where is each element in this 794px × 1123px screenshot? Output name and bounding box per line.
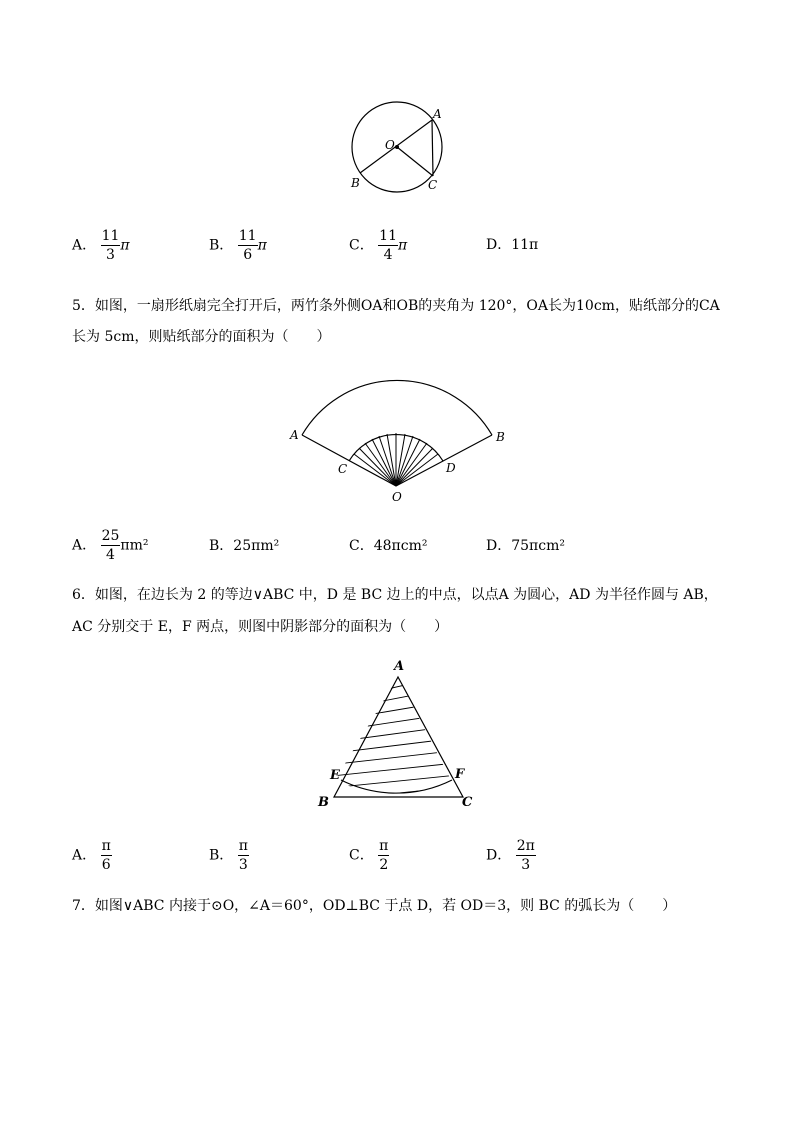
q6-triangle (334, 677, 463, 797)
q5-option-a-den: 4 (106, 547, 115, 563)
q4-option-b (209, 228, 267, 263)
q6-option-b-num: π (238, 838, 248, 854)
q4-option-c-num: 11 (379, 228, 397, 244)
q4-label-a: A (433, 107, 442, 121)
q4-line-a-c (432, 120, 433, 176)
q5-ribs (354, 433, 438, 486)
q5-option-c-value: 48πcm² (373, 538, 428, 554)
q4-option-a-letter: A． (72, 237, 97, 254)
q6-option-a-letter: A． (72, 847, 97, 864)
q4-option-b-num: 11 (238, 228, 257, 244)
q6-hatching (320, 677, 478, 801)
q6-option-b (209, 838, 249, 873)
q6-label-e: E (330, 768, 340, 783)
q5-text-line-2: 长为 5cm，则贴纸部分的面积为（ ） (72, 329, 331, 345)
q4-option-d-value: 11π (511, 237, 539, 253)
q5-option-b-value: 25πm² (233, 538, 280, 554)
q5-option-a-tail: πm² (120, 537, 149, 554)
q6-option-b-den: 3 (238, 857, 248, 873)
q6-option-d-fraction (516, 838, 536, 873)
q4-option-c-den: 4 (383, 247, 393, 263)
q4-option-d (486, 236, 538, 254)
q6-option-a-den: 6 (101, 857, 111, 873)
q5-label-c: C (338, 462, 348, 476)
q5-label-o: O (392, 490, 402, 504)
q4-option-c-tail: π (398, 237, 408, 254)
q5-option-a (72, 528, 149, 563)
q6-arc-e-f (341, 780, 452, 793)
q6-option-d (486, 838, 536, 873)
q6-option-c-letter: C． (349, 847, 374, 864)
q5-option-d-value: 75πcm² (511, 538, 565, 554)
q5-label-d: D (446, 461, 456, 475)
q4-option-b-letter: B． (209, 237, 234, 254)
q4-label-b: B (351, 176, 360, 190)
q6-label-b: B (318, 795, 329, 810)
q5-option-a-letter: A． (72, 537, 97, 554)
q5-label-b: B (496, 430, 505, 444)
q6-triangle-figure (310, 655, 480, 810)
q7-text-line-1: 7．如图∨ABC 内接于⊙O，∠A＝60°，OD⊥BC 于点 D，若 OD＝3，则 BC 的弧长为（ ） (72, 898, 677, 914)
q4-option-a-tail: π (120, 237, 130, 254)
q6-option-c-num: π (379, 838, 389, 854)
q5-option-c (349, 537, 427, 555)
q5-option-a-fraction (101, 528, 121, 563)
q4-option-a-num: 11 (101, 228, 120, 244)
q4-label-o: O (385, 138, 395, 152)
q5-outer-arc (302, 380, 492, 435)
q5-option-c-letter: C． (349, 538, 374, 554)
q4-option-b-den: 6 (243, 247, 253, 263)
q4-figure (340, 100, 460, 200)
q6-option-a-fraction (101, 838, 112, 873)
q6-text-line-1: 6．如图，在边长为 2 的等边∨ABC 中，D 是 BC 边上的中点，以点A 为圆心，AD 为半径作圆与 AB， (72, 587, 718, 603)
q6-option-c-den: 2 (379, 857, 389, 873)
q4-option-a-den: 3 (106, 247, 115, 263)
q4-label-c: C (428, 178, 438, 192)
q6-option-a-num: π (101, 838, 111, 854)
q5-text-line-1: 5．如图，一扇形纸扇完全打开后，两竹条外侧OA和OB的夹角为 120°，OA长为10cm，贴纸部分的CA (72, 298, 720, 314)
q4-center-dot (395, 145, 399, 149)
q4-option-b-fraction (238, 228, 258, 263)
q6-option-c-fraction (378, 838, 389, 873)
q5-option-d (486, 537, 565, 555)
q6-text-line-2: AC 分别交于 E，F 两点，则图中阴影部分的面积为（ ） (72, 619, 449, 635)
q6-option-d-den: 3 (521, 857, 531, 873)
q4-option-c (349, 228, 407, 263)
q5-option-d-letter: D． (486, 538, 512, 554)
q6-option-a (72, 838, 112, 873)
q5-label-a: A (290, 428, 299, 442)
q6-label-a: A (394, 659, 405, 674)
q5-option-b (209, 537, 279, 555)
q4-option-a-fraction (101, 228, 121, 263)
q4-option-b-tail: π (257, 237, 267, 254)
q5-fan-figure (280, 355, 520, 505)
q4-option-d-text: D． (486, 237, 512, 253)
q6-option-d-letter: D． (486, 847, 512, 864)
q4-line-o-c (397, 147, 433, 176)
q5-option-b-letter: B． (209, 538, 234, 554)
q5-option-a-num: 25 (101, 528, 120, 544)
q4-option-a (72, 228, 130, 263)
q6-option-b-letter: B． (209, 847, 234, 864)
q6-option-d-num: 2π (516, 838, 535, 854)
q6-option-c (349, 838, 389, 873)
q6-label-c: C (462, 795, 473, 810)
q6-label-f: F (455, 767, 465, 782)
q4-option-c-letter: C． (349, 237, 374, 254)
q6-option-b-fraction (238, 838, 249, 873)
q4-option-c-fraction (378, 228, 398, 263)
